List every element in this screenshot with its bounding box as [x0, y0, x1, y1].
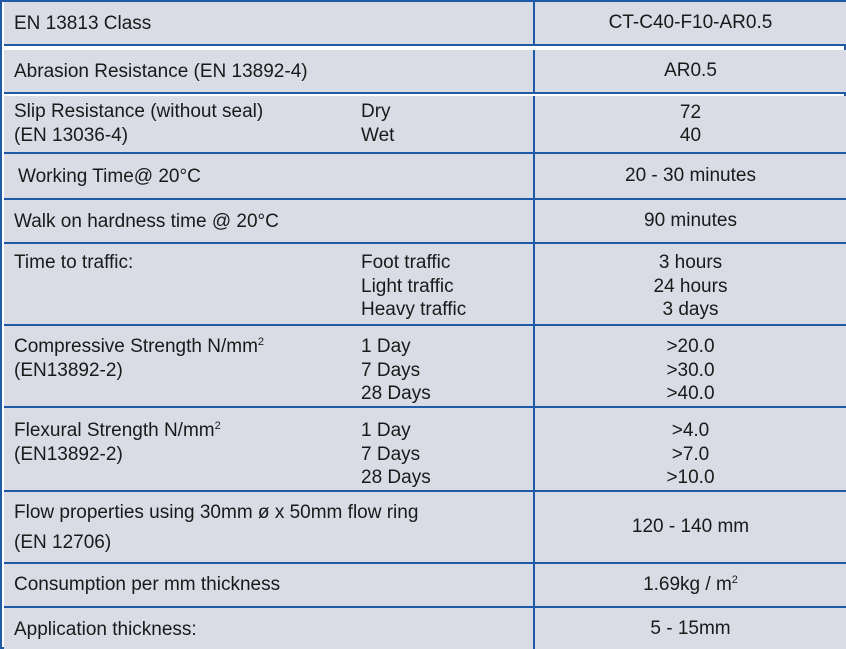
row-value — [643, 573, 738, 597]
sublabel: Light traffic — [361, 275, 454, 297]
table-row-en13813-class — [4, 2, 846, 46]
row-value-cell — [535, 326, 846, 406]
row-value-cell — [535, 564, 846, 606]
superscript: 2 — [731, 574, 738, 587]
table-row-working-time — [4, 154, 846, 200]
row-value-cell — [535, 244, 846, 324]
sublabel: 7 Days — [361, 443, 421, 465]
row-label-block — [14, 419, 221, 466]
row-label — [14, 335, 264, 359]
sublabel: 7 Days — [361, 359, 421, 381]
row-value-cell — [535, 408, 846, 490]
row-label-cell — [4, 50, 535, 92]
row-value: 3 days — [662, 299, 719, 320]
table-row-application-thickness — [4, 608, 846, 649]
row-sublabels — [361, 419, 431, 490]
row-label-text: Compressive Strength N/mm — [14, 336, 258, 357]
row-label-block — [14, 335, 264, 382]
row-sublabels — [361, 251, 466, 322]
row-label-cell — [4, 200, 535, 242]
row-label: Time to traffic: — [14, 252, 134, 273]
table-row-flow-properties — [4, 492, 846, 564]
sublabel: Dry — [361, 101, 391, 122]
table-row-slip-resistance — [4, 96, 846, 154]
row-value: 24 hours — [653, 275, 728, 297]
sublabel: 1 Day — [361, 336, 411, 357]
row-value: >40.0 — [666, 383, 715, 404]
row-label-block — [14, 100, 263, 147]
sublabel: 28 Days — [361, 467, 431, 488]
row-value: CT-C40-F10-AR0.5 — [608, 12, 773, 34]
row-value-cell — [535, 96, 846, 152]
table-row-time-to-traffic — [4, 244, 846, 326]
sublabel: 1 Day — [361, 420, 411, 441]
row-value-cell — [535, 50, 846, 92]
sublabel: 28 Days — [361, 383, 431, 404]
table-row-abrasion — [4, 50, 846, 94]
row-value: >7.0 — [671, 443, 710, 465]
superscript: 2 — [257, 336, 265, 348]
row-value-cell — [535, 2, 846, 44]
row-label-text: Flexural Strength N/mm — [14, 420, 215, 441]
row-sublabels — [361, 335, 431, 406]
row-label-cell — [4, 564, 535, 606]
row-label-standard: (EN13892-2) — [14, 359, 123, 381]
row-value: >20.0 — [666, 336, 715, 357]
sublabel: Foot traffic — [361, 252, 451, 273]
table-row-walk-on-time — [4, 200, 846, 244]
row-value-cell — [535, 154, 846, 198]
sublabel: Heavy traffic — [361, 299, 467, 320]
row-value-text: 1.69kg / m — [643, 574, 732, 596]
row-label: Consumption per mm thickness — [14, 574, 281, 595]
row-label-cell — [4, 326, 535, 406]
table-row-flexural-strength — [4, 408, 846, 492]
table-row-consumption — [4, 564, 846, 608]
sublabel: Wet — [361, 124, 395, 146]
row-label — [14, 419, 221, 443]
row-label-block — [14, 498, 418, 558]
table-row-compressive-strength — [4, 326, 846, 408]
row-label-cell — [4, 244, 535, 324]
row-label: Slip Resistance (without seal) — [14, 101, 264, 122]
row-label-cell — [4, 492, 535, 562]
row-value: 72 — [679, 101, 702, 123]
row-value: >4.0 — [671, 420, 710, 441]
row-label-cell — [4, 154, 535, 198]
row-label-standard: (EN 12706) — [14, 532, 112, 553]
row-value: >10.0 — [666, 467, 715, 488]
row-value: AR0.5 — [664, 60, 717, 82]
row-sublabels — [361, 100, 394, 147]
row-label-cell — [4, 2, 535, 44]
row-label-cell — [4, 608, 535, 649]
row-label: Walk on hardness time @ 20°C — [14, 211, 279, 232]
row-label-cell — [4, 96, 535, 152]
row-value: 90 minutes — [644, 210, 737, 232]
row-label: EN 13813 Class — [14, 13, 152, 34]
row-value: 40 — [679, 125, 702, 146]
row-value: >30.0 — [666, 359, 715, 381]
superscript: 2 — [214, 420, 221, 432]
row-label-standard: (EN 13036-4) — [14, 124, 129, 146]
row-value-cell — [535, 492, 846, 562]
row-label-standard: (EN13892-2) — [14, 443, 123, 465]
row-label: Application thickness: — [14, 619, 197, 640]
row-value: 20 - 30 minutes — [625, 165, 756, 187]
row-value-cell — [535, 608, 846, 649]
row-label: Flow properties using 30mm ø x 50mm flow ring — [14, 502, 419, 523]
row-value: 120 - 140 mm — [631, 516, 750, 538]
row-label: Abrasion Resistance (EN 13892-4) — [14, 61, 308, 82]
row-value: 5 - 15mm — [650, 617, 731, 639]
row-label-cell — [4, 408, 535, 490]
row-value-cell — [535, 200, 846, 242]
row-label: Working Time@ 20°C — [18, 166, 201, 187]
row-value: 3 hours — [658, 252, 723, 273]
